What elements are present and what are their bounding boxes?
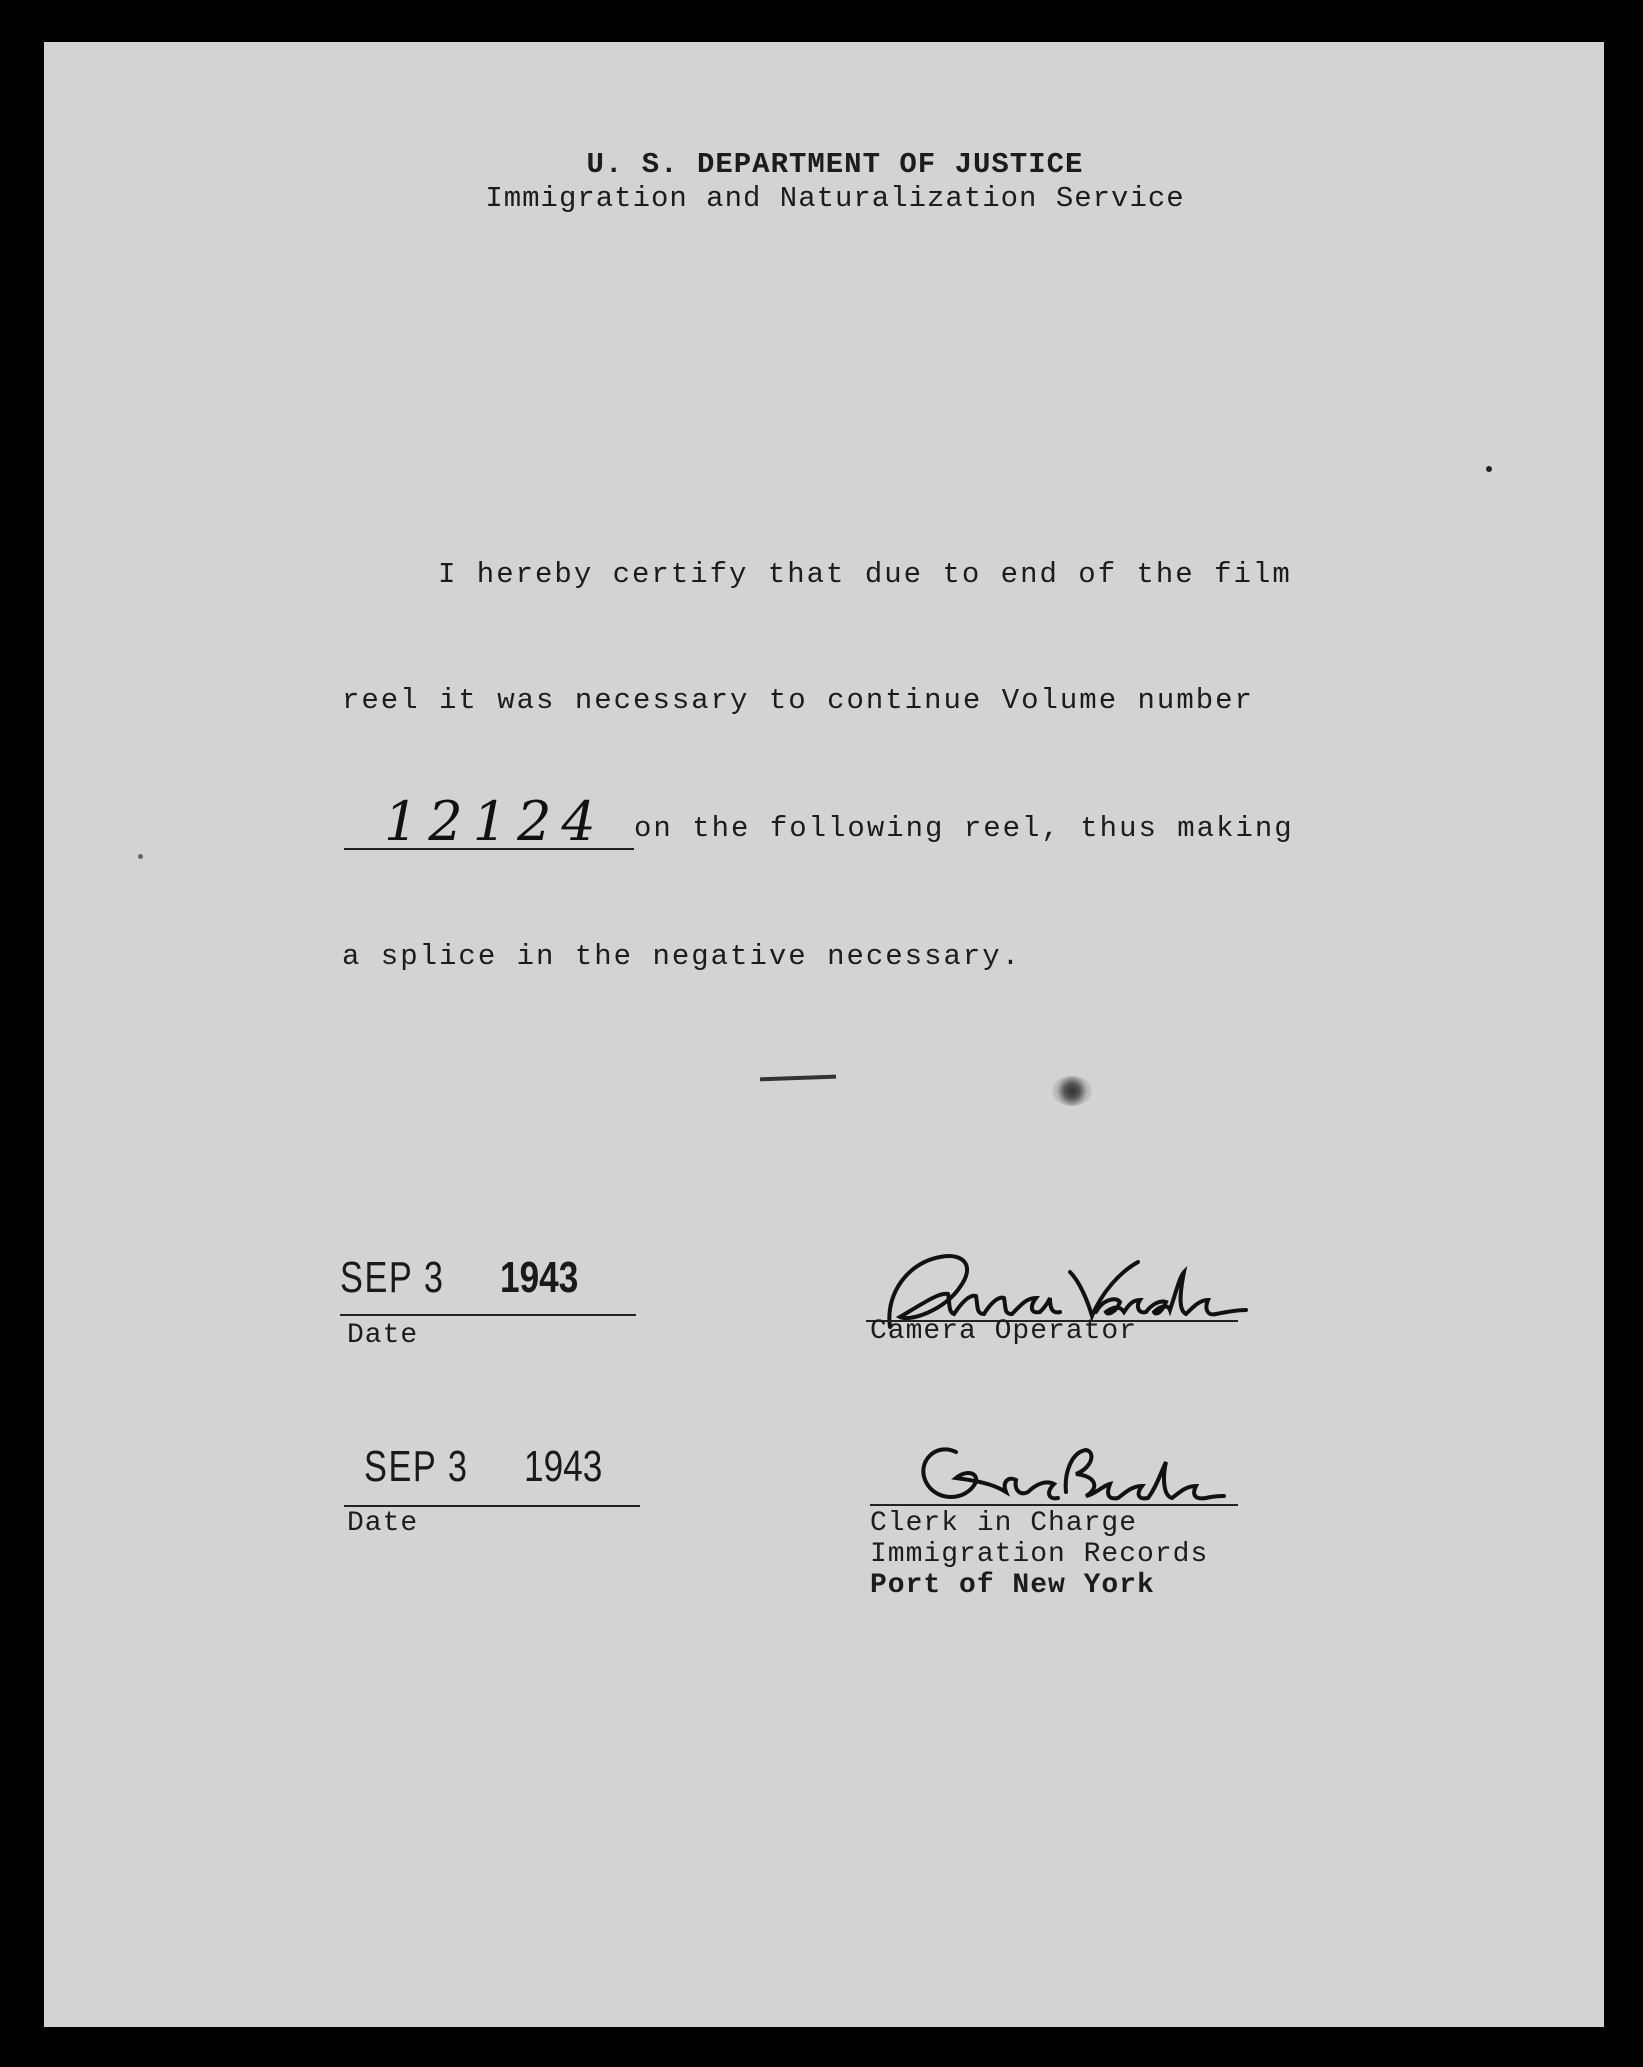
certification-line-3: on the following reel, thus making (634, 812, 1294, 845)
date-stamp-1-year: 1943 (500, 1253, 579, 1302)
volume-number: 12124 (384, 790, 606, 853)
department-heading: U. S. DEPARTMENT OF JUSTICE (586, 148, 1084, 181)
service-heading: Immigration and Naturalization Service (485, 182, 1185, 215)
certification-line-4: a splice in the negative necessary. (342, 940, 1022, 973)
date-stamp-2 (364, 1442, 603, 1492)
ink-smudge (1052, 1076, 1092, 1106)
date-stamp-1-month-day: SEP 3 (340, 1253, 445, 1302)
date-stamp-2-year: 1943 (524, 1442, 603, 1491)
clerk-title-line-1: Clerk in Charge (870, 1508, 1138, 1539)
date-2-label: Date (347, 1508, 419, 1539)
certification-line-2: reel it was necessary to continue Volume number (342, 684, 1254, 717)
certification-line-1: I hereby certify that due to end of the film (438, 558, 1292, 591)
clerk-title-line-3: Port of New York (870, 1570, 1155, 1601)
ink-dot (138, 854, 143, 859)
clerk-title-line-2: Immigration Records (870, 1539, 1209, 1570)
ink-dot (1486, 466, 1492, 472)
clerk-signature (896, 1422, 1226, 1522)
date-stamp-2-month-day: SEP 3 (364, 1442, 469, 1491)
document-page (44, 42, 1604, 2027)
date-1-label: Date (347, 1320, 419, 1351)
date-stamp-1 (340, 1253, 579, 1303)
camera-operator-label: Camera Operator (870, 1316, 1138, 1347)
clerk-signature-line (870, 1504, 1238, 1506)
date-2-underline (344, 1505, 640, 1507)
date-1-underline (340, 1314, 636, 1316)
ink-dash-mark (760, 1075, 836, 1082)
volume-number-field (344, 790, 634, 853)
